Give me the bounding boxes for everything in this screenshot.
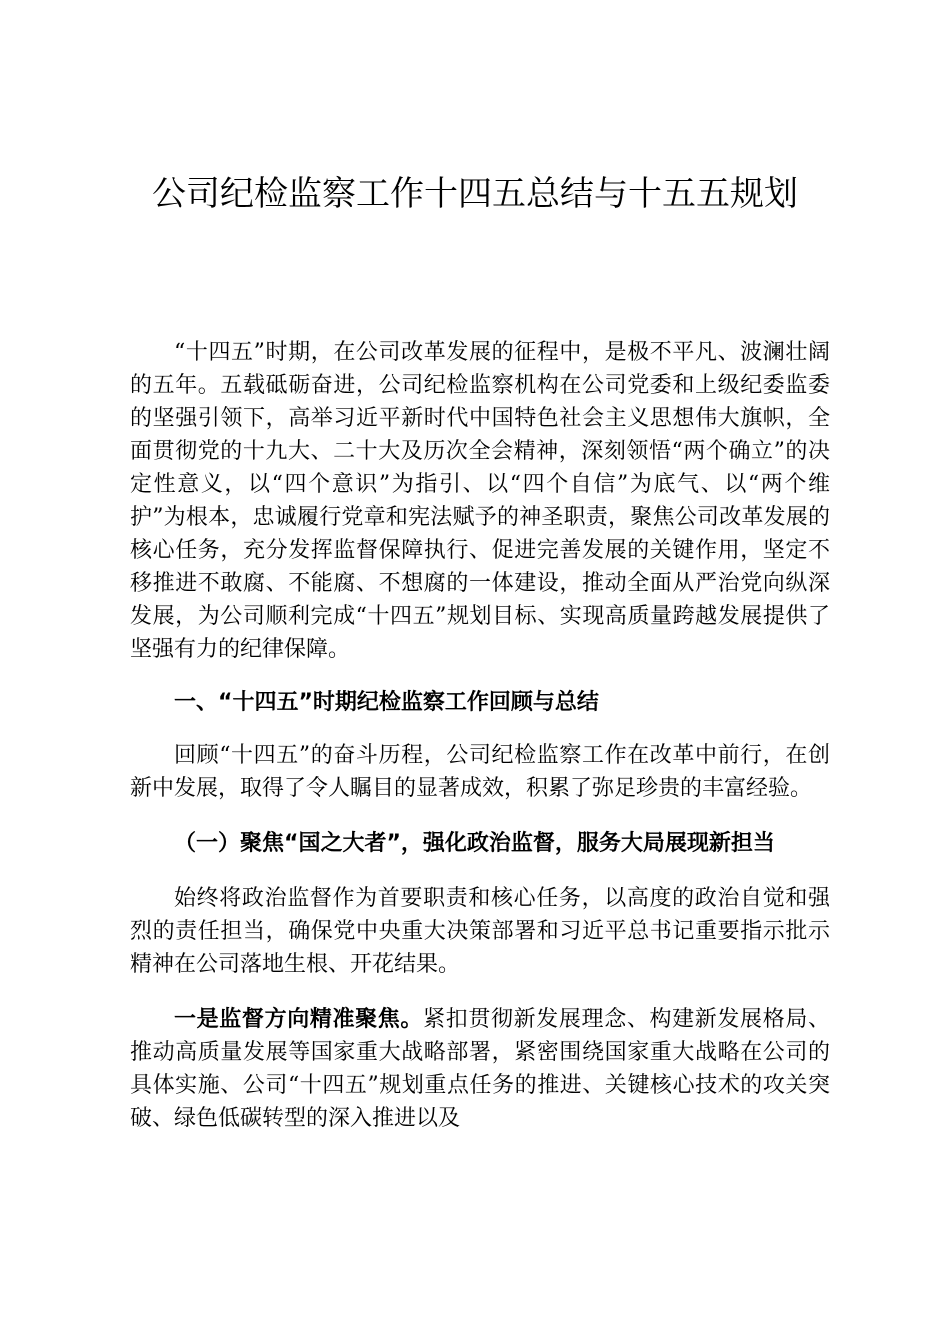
paragraph-point-1 [130, 1003, 830, 1135]
section-heading-1-1: （一）聚焦“国之大者”，强化政治监督，服务大局展现新担当 [174, 831, 775, 856]
point-1-text: 紧扣贯彻新发展理念、构建新发展格局、推动高质量发展等国家重大战略部署，紧密围绕国家重大战略在公司的具体实施、公司“十四五”规划重点任务的推进、关键核心技术的攻关突破、绿色低碳转型的深入推进以及 [130, 1007, 830, 1131]
document-title: 公司纪检监察工作十四五总结与十五五规划 [152, 174, 798, 214]
paragraph-intro: “十四五”时期，在公司改革发展的征程中，是极不平凡、波澜壮阔的五年。五载砥砺奋进，公司纪检监察机构在公司党委和上级纪委监委的坚强引领下，高举习近平新时代中国特色社会主义思想伟大旗帜，全面贯彻党的十九大、二十大及历次全会精神，深刻领悟“两个确立”的决定性意义，以“四个意识”为指引、以“四个自信”为底气、以“两个维护”为根本，忠诚履行党章和宪法赋予的神圣职责，聚焦公司改革发展的核心任务，充分发挥监督保障执行、促进完善发展的关键作用，坚定不移推进不敢腐、不能腐、不想腐的一体建设，推动全面从严治党向纵深发展，为公司顺利完成“十四五”规划目标、实现高质量跨越发展提供了坚强有力的纪律保障。 [130, 340, 830, 662]
point-1-lead: 一是监督方向精准聚焦。 [174, 1007, 424, 1032]
paragraph-review: 回顾“十四五”的奋斗历程，公司纪检监察工作在改革中前行，在创新中发展，取得了令人瞩目的显著成效，积累了弥足珍贵的丰富经验。 [130, 743, 830, 801]
document-body [130, 336, 830, 1135]
section-heading-1: 一、“十四五”时期纪检监察工作回顾与总结 [174, 690, 599, 715]
paragraph-political-supervision: 始终将政治监督作为首要职责和核心任务，以高度的政治自觉和强烈的责任担当，确保党中央重大决策部署和习近平总书记重要指示批示精神在公司落地生根、开花结果。 [130, 886, 830, 977]
